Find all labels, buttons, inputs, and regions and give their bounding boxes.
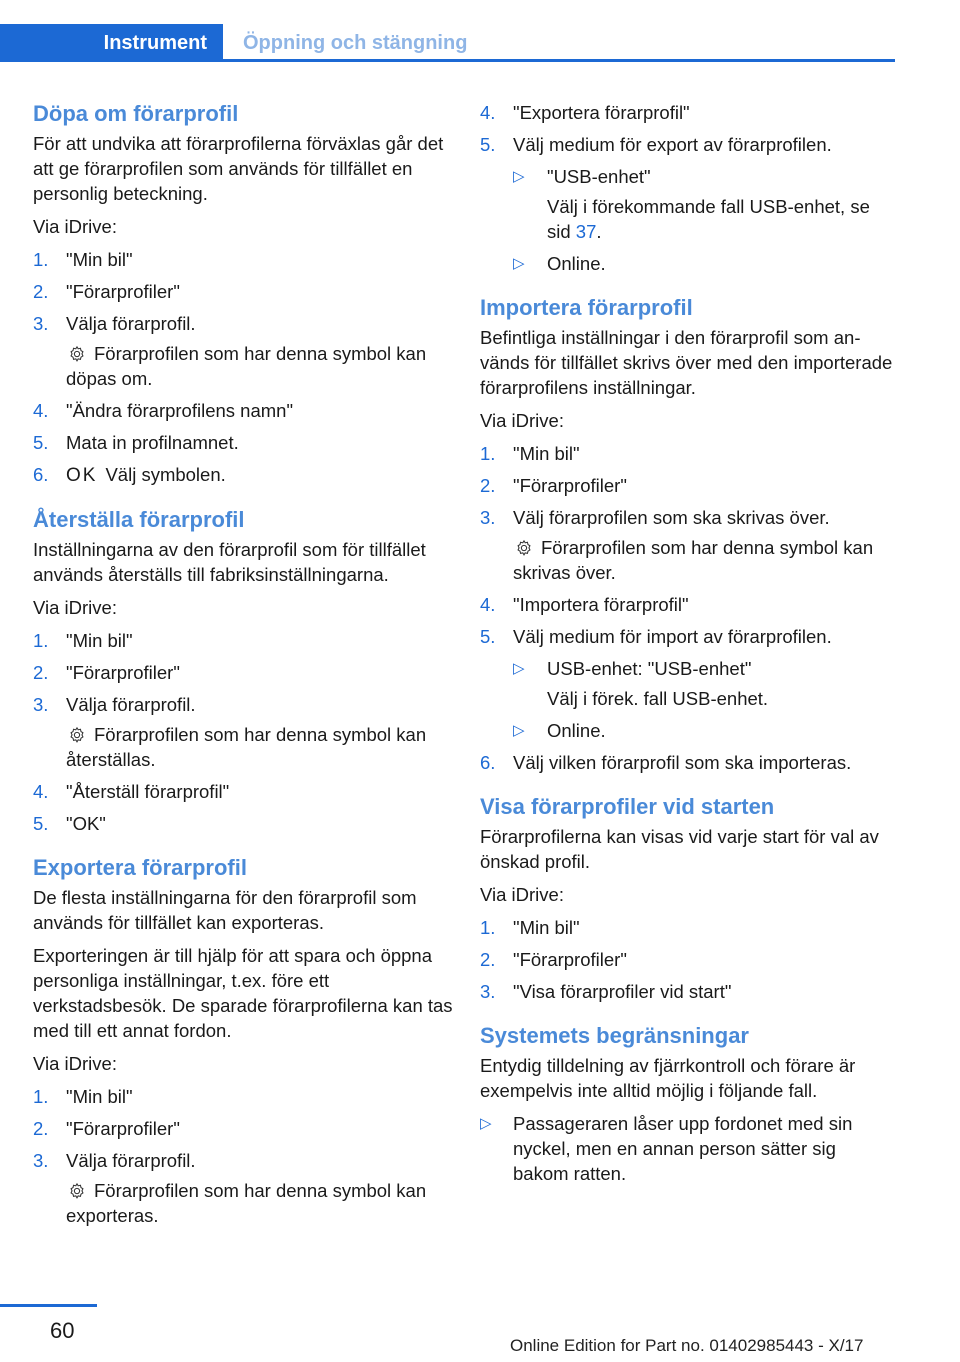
item-number: 6. <box>33 464 49 485</box>
symbol-note <box>33 341 453 391</box>
section-title: Återställa förarprofil <box>33 507 245 532</box>
list-item <box>33 398 453 423</box>
list-item <box>33 1148 453 1173</box>
header-divider <box>0 59 895 62</box>
list-item <box>480 592 895 617</box>
note-text: Förarprofilen som har denna symbol kan exporteras. <box>66 1180 427 1226</box>
item-number: 3. <box>33 694 49 715</box>
list-item <box>480 473 895 498</box>
item-text: Välja förarprofil. <box>66 313 196 334</box>
item-number: 3. <box>480 981 496 1002</box>
item-number: 2. <box>33 1118 49 1139</box>
list-item <box>480 441 895 466</box>
intro-text: Entydig tilldelning av fjärrkontroll och förare är exempelvis inte alltid möjlig i följande fall. <box>480 1055 856 1101</box>
item-number: 5. <box>480 626 496 647</box>
via-idrive: Via iDrive: <box>33 597 117 618</box>
footer-edition: Online Edition for Part no. 01402985443 - X/17 <box>510 1336 864 1355</box>
item-text: "Min bil" <box>66 630 133 651</box>
intro-text: För att undvika att förarprofilerna förväxlas går det att ge förarprofilen som används för tillfället en personlig beteckning. <box>33 133 444 204</box>
list-item <box>480 100 895 125</box>
item-text: Passageraren låser upp fordonet med sin nyckel, men en annan person sätter sig bakom ratten. <box>513 1113 853 1184</box>
right-column <box>480 100 895 1204</box>
symbol-note <box>480 535 895 585</box>
section-dopa-om <box>33 100 453 488</box>
item-number: 3. <box>480 507 496 528</box>
left-column <box>33 100 453 1246</box>
list-item <box>480 750 895 775</box>
item-number: 5. <box>480 134 496 155</box>
item-number: 4. <box>480 594 496 615</box>
list-item <box>480 624 895 649</box>
list-item <box>33 1084 453 1109</box>
item-text: Välj vilken förarprofil som ska importeras. <box>513 752 852 773</box>
gear-icon <box>513 539 535 557</box>
item-number: 3. <box>33 1150 49 1171</box>
item-number: 2. <box>480 475 496 496</box>
ok-icon: OK <box>66 465 98 486</box>
triangle-bullet-icon: ▷ <box>513 660 525 677</box>
page-number: 60 <box>50 1318 75 1343</box>
intro-text: Förarprofilerna kan visas vid varje start för val av önskad profil. <box>480 826 879 872</box>
section-importera <box>480 294 895 775</box>
item-text: "Förarprofiler" <box>66 1118 180 1139</box>
list-item <box>33 660 453 685</box>
item-number: 1. <box>33 249 49 270</box>
list-item <box>480 132 895 157</box>
item-text: Välj medium för export av förarprofilen. <box>513 134 832 155</box>
note-text: Förarprofilen som har denna symbol kan döpas om. <box>66 343 427 389</box>
bullet-item <box>480 1111 895 1186</box>
intro-text: Befintliga inställningar i den förarprofil som används för tillfället skrivs över med den importerade förarprofilens inställningar. <box>480 327 893 398</box>
via-idrive: Via iDrive: <box>480 884 564 905</box>
gear-icon <box>66 345 88 363</box>
item-number: 1. <box>33 1086 49 1107</box>
item-number: 1. <box>480 443 496 464</box>
item-number: 4. <box>33 781 49 802</box>
list-item <box>480 979 895 1004</box>
gear-icon <box>66 726 88 744</box>
list-item <box>480 915 895 940</box>
item-text: "Importera förarprofil" <box>513 594 689 615</box>
sub-note <box>480 194 895 244</box>
intro-text-2: Exporteringen är till hjälp för att spara och öppna personliga inställningar, t.ex. före ett verkstadsbesök. De sparade förarprofilerna kan tas med till ett annat fordon. <box>33 945 453 1041</box>
item-text: Online. <box>547 253 606 274</box>
sub-note: Välj i förek. fall USB-enhet. <box>547 688 769 709</box>
item-number: 5. <box>33 432 49 453</box>
sub-list-item <box>480 251 895 276</box>
item-text: Välj symbolen. <box>105 464 226 485</box>
item-text: "OK" <box>66 813 106 834</box>
item-text: "Återställ förarprofil" <box>66 781 230 802</box>
item-text: "Visa förarprofiler vid start" <box>513 981 732 1002</box>
section-title: Döpa om förarprofil <box>33 101 239 126</box>
item-number: 5. <box>33 813 49 834</box>
section-title: Systemets begränsningar <box>480 1023 749 1048</box>
via-idrive: Via iDrive: <box>480 410 564 431</box>
page-number-rule <box>0 1304 97 1307</box>
item-text: Välja förarprofil. <box>66 1150 196 1171</box>
sub-list-item <box>480 656 895 681</box>
item-number: 6. <box>480 752 496 773</box>
item-number: 1. <box>480 917 496 938</box>
item-text: "Förarprofiler" <box>513 949 627 970</box>
item-number: 2. <box>480 949 496 970</box>
section-title: Exportera förarprofil <box>33 855 247 880</box>
section-aterstalla <box>33 506 453 836</box>
item-text: Välj förarprofilen som ska skrivas över. <box>513 507 830 528</box>
item-text: Online. <box>547 720 606 741</box>
list-item <box>33 311 453 336</box>
item-text: Välja förarprofil. <box>66 694 196 715</box>
list-item <box>33 811 453 836</box>
symbol-note <box>33 722 453 772</box>
section-visa <box>480 793 895 1004</box>
triangle-bullet-icon: ▷ <box>480 1115 492 1132</box>
item-number: 3. <box>33 313 49 334</box>
triangle-bullet-icon: ▷ <box>513 255 525 272</box>
item-number: 2. <box>33 281 49 302</box>
note-text: Förarprofilen som har denna symbol kan återställas. <box>66 724 427 770</box>
note-text: Välj i förekommande fall USB-enhet, se sid <box>547 196 870 242</box>
list-item <box>33 692 453 717</box>
item-text: "Förarprofiler" <box>66 281 180 302</box>
tab-instrument[interactable]: Instrument <box>0 24 223 62</box>
via-idrive: Via iDrive: <box>33 216 117 237</box>
list-item <box>33 462 453 488</box>
triangle-bullet-icon: ▷ <box>513 168 525 185</box>
symbol-note <box>33 1178 453 1228</box>
header-bar <box>0 24 895 62</box>
item-text: "Min bil" <box>66 249 133 270</box>
item-text: USB-enhet: "USB-enhet" <box>547 658 752 679</box>
item-text: "Förarprofiler" <box>66 662 180 683</box>
note-text: Förarprofilen som har denna symbol kan skrivas över. <box>513 537 874 583</box>
section-exportera <box>33 854 453 1228</box>
section-title: Importera förarprofil <box>480 295 693 320</box>
item-number: 4. <box>33 400 49 421</box>
sub-list-item <box>480 718 895 743</box>
page-link[interactable]: 37 <box>575 221 597 242</box>
item-text: "Min bil" <box>513 917 580 938</box>
sub-list-item <box>480 164 895 189</box>
section-title: Visa förarprofiler vid starten <box>480 794 775 819</box>
list-item <box>480 505 895 530</box>
item-number: 4. <box>480 102 496 123</box>
section-exportera-cont <box>480 100 895 276</box>
tab-oppning-stangning[interactable]: Öppning och stängning <box>243 32 468 54</box>
section-begransningar <box>480 1022 895 1186</box>
item-text: "Förarprofiler" <box>513 475 627 496</box>
item-text: "USB-enhet" <box>547 166 651 187</box>
triangle-bullet-icon: ▷ <box>513 722 525 739</box>
item-number: 2. <box>33 662 49 683</box>
list-item <box>33 279 453 304</box>
item-text: "Ändra förarprofilens namn" <box>66 400 294 421</box>
via-idrive: Via iDrive: <box>33 1053 117 1074</box>
item-text: Välj medium för import av förarprofilen. <box>513 626 832 647</box>
note-text: . <box>596 221 602 242</box>
item-text: "Min bil" <box>66 1086 133 1107</box>
item-text: "Exportera förarprofil" <box>513 102 690 123</box>
intro-text: De flesta inställningarna för den förarprofil som används för tillfället kan exporteras. <box>33 887 417 933</box>
list-item <box>33 247 453 272</box>
item-text: Mata in profilnamnet. <box>66 432 239 453</box>
list-item <box>33 430 453 455</box>
gear-icon <box>66 1182 88 1200</box>
item-text: "Min bil" <box>513 443 580 464</box>
list-item <box>480 947 895 972</box>
list-item <box>33 1116 453 1141</box>
list-item <box>33 628 453 653</box>
list-item <box>33 779 453 804</box>
item-number: 1. <box>33 630 49 651</box>
intro-text: Inställningarna av den förarprofil som för tillfället används återställs till fabriksinställningarna. <box>33 539 426 585</box>
